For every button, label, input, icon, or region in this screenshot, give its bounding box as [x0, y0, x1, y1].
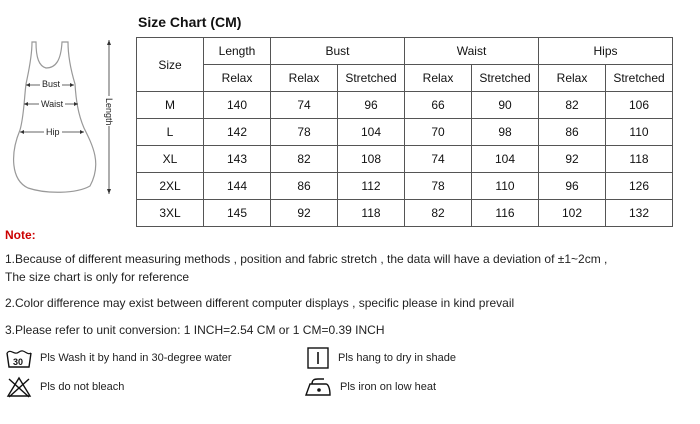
table-cell: 96	[338, 92, 405, 119]
bust-label: Bust	[42, 79, 61, 89]
header-length: Length	[204, 38, 271, 65]
table-cell: 66	[405, 92, 472, 119]
table-cell: 118	[606, 146, 673, 173]
header-bust: Bust	[271, 38, 405, 65]
table-cell: L	[137, 119, 204, 146]
hip-label: Hip	[46, 127, 60, 137]
table-header-row	[137, 38, 673, 65]
subheader-cell: Stretched	[472, 65, 539, 92]
note-2: 2.Color difference may exist between different computer displays , specific please in kind prevail	[5, 296, 515, 310]
care-iron-text: Pls iron on low heat	[340, 381, 436, 393]
header-hips: Hips	[539, 38, 673, 65]
table-row	[137, 146, 673, 173]
subheader-cell: Stretched	[606, 65, 673, 92]
table-cell: 110	[472, 173, 539, 200]
table-cell: 112	[338, 173, 405, 200]
table-cell: 90	[472, 92, 539, 119]
table-cell: 78	[405, 173, 472, 200]
care-bleach-text: Pls do not bleach	[40, 381, 125, 393]
waist-label: Waist	[41, 99, 64, 109]
table-cell: 92	[539, 146, 606, 173]
table-cell: 70	[405, 119, 472, 146]
table-cell: 118	[338, 200, 405, 227]
care-wash-text: Pls Wash it by hand in 30-degree water	[40, 352, 232, 364]
table-row	[137, 119, 673, 146]
table-cell: M	[137, 92, 204, 119]
care-bleach	[6, 376, 124, 398]
table-cell: 142	[204, 119, 271, 146]
size-chart-table	[136, 37, 673, 227]
header-size: Size	[137, 38, 204, 92]
note-heading: Note:	[5, 228, 36, 242]
note-1: 1.Because of different measuring methods , position and fabric stretch , the data will have a deviation of ±1~2cm ,	[5, 252, 608, 266]
table-cell: 74	[271, 92, 338, 119]
table-cell: 82	[271, 146, 338, 173]
table-cell: 102	[539, 200, 606, 227]
table-cell: 86	[539, 119, 606, 146]
length-label: Length	[104, 98, 114, 126]
hang-dry-icon	[306, 347, 330, 369]
table-cell: 78	[271, 119, 338, 146]
care-wash	[6, 347, 232, 369]
table-cell: 140	[204, 92, 271, 119]
table-subheader-row	[137, 65, 673, 92]
table-cell: 2XL	[137, 173, 204, 200]
table-cell: 108	[338, 146, 405, 173]
table-cell: 82	[539, 92, 606, 119]
size-chart-title: Size Chart (CM)	[138, 14, 242, 30]
table-cell: 92	[271, 200, 338, 227]
subheader-cell: Relax	[539, 65, 606, 92]
no-bleach-icon	[6, 376, 32, 398]
table-cell: 143	[204, 146, 271, 173]
table-row	[137, 173, 673, 200]
iron-low-icon	[304, 376, 332, 398]
care-iron	[304, 376, 436, 398]
subheader-cell: Relax	[204, 65, 271, 92]
note-1-continued: The size chart is only for reference	[5, 270, 190, 284]
table-cell: 82	[405, 200, 472, 227]
table-cell: 132	[606, 200, 673, 227]
table-cell: 74	[405, 146, 472, 173]
subheader-cell: Relax	[271, 65, 338, 92]
table-cell: 3XL	[137, 200, 204, 227]
table-cell: 104	[338, 119, 405, 146]
table-cell: 86	[271, 173, 338, 200]
care-dry	[306, 347, 456, 369]
hand-wash-icon	[6, 347, 32, 369]
header-waist: Waist	[405, 38, 539, 65]
dress-outline	[14, 42, 96, 192]
wash-temperature: 30	[13, 357, 24, 367]
table-row	[137, 200, 673, 227]
table-cell: 126	[606, 173, 673, 200]
table-cell: 104	[472, 146, 539, 173]
table-cell: XL	[137, 146, 204, 173]
table-cell: 145	[204, 200, 271, 227]
note-3: 3.Please refer to unit conversion: 1 INCH=2.54 CM or 1 CM=0.39 INCH	[5, 323, 385, 337]
table-row	[137, 92, 673, 119]
subheader-cell: Stretched	[338, 65, 405, 92]
table-cell: 144	[204, 173, 271, 200]
table-cell: 96	[539, 173, 606, 200]
care-dry-text: Pls hang to dry in shade	[338, 352, 457, 364]
table-cell: 116	[472, 200, 539, 227]
table-cell: 106	[606, 92, 673, 119]
table-cell: 98	[472, 119, 539, 146]
table-cell: 110	[606, 119, 673, 146]
subheader-cell: Relax	[405, 65, 472, 92]
dress-diagram	[6, 34, 124, 202]
